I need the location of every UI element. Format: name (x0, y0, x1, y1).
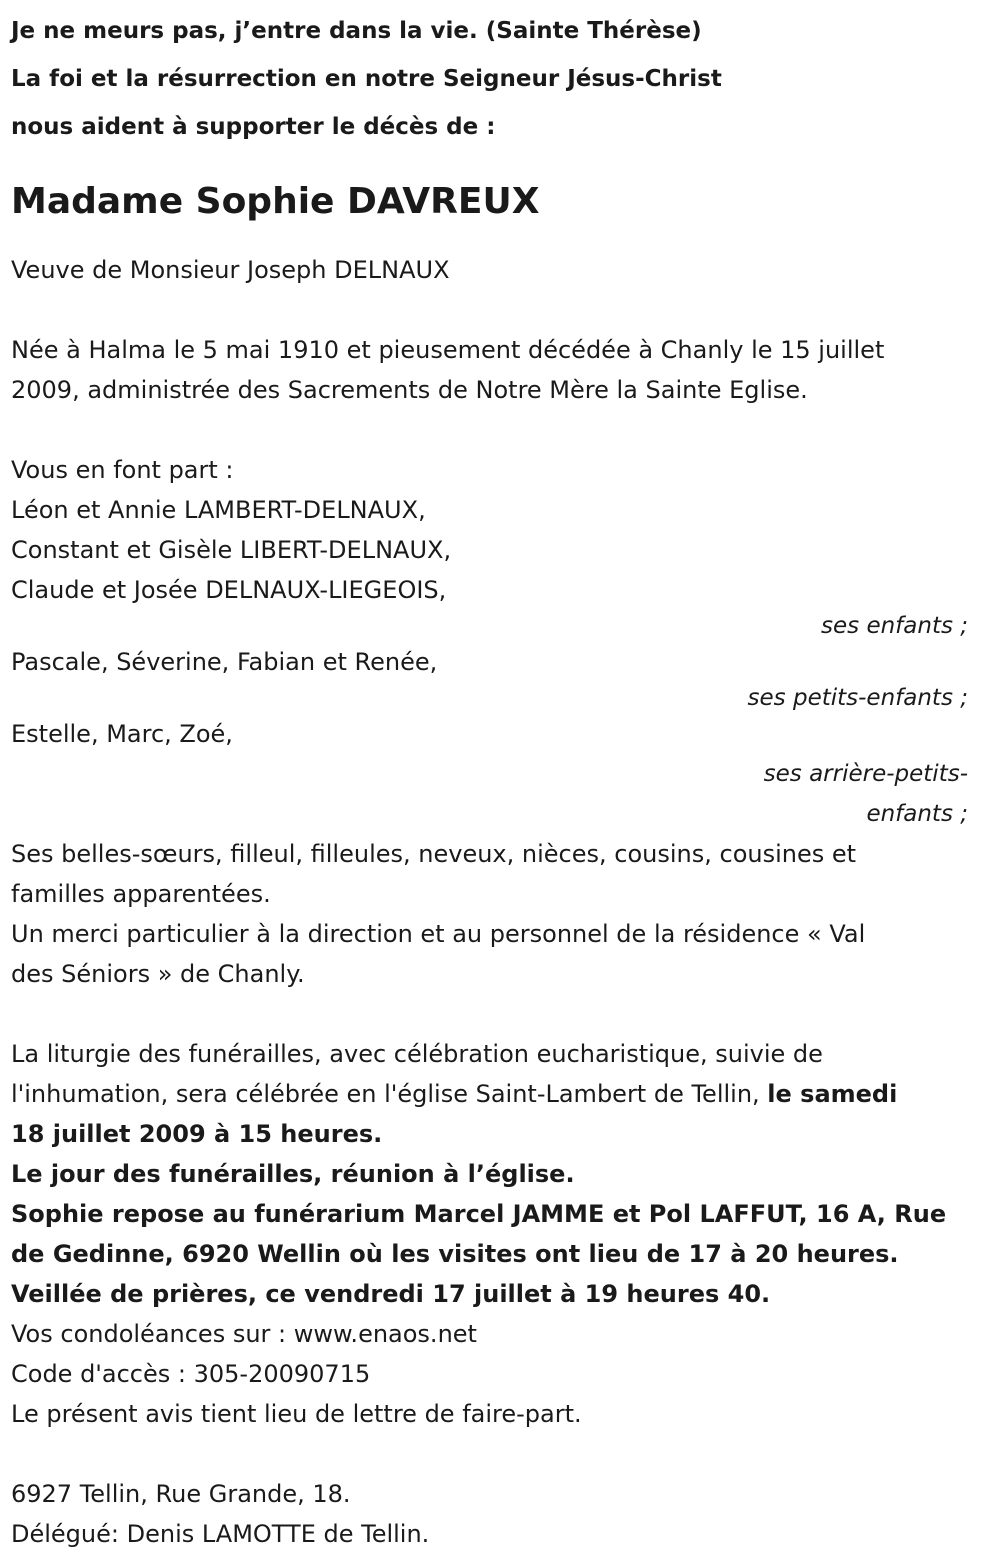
liturgy-line-2 (11, 1074, 980, 1114)
spacer (11, 290, 980, 330)
funeral-section (11, 1034, 980, 1434)
spacer (11, 1434, 980, 1474)
children-label: ses enfants ; (821, 613, 968, 639)
birth-death-line-2: 2009, administrée des Sacrements de Notre Mère la Sainte Eglise. (11, 376, 808, 404)
great-grandchildren-label-2: enfants ; (866, 801, 968, 827)
funeral-day: le samedi (767, 1080, 898, 1108)
family-address: 6927 Tellin, Rue Grande, 18. (11, 1480, 351, 1508)
funerarium-line-1: Sophie repose au funérarium Marcel JAMME et Pol LAFFUT, 16 A, Rue (11, 1200, 947, 1228)
spacer (11, 410, 980, 450)
access-code: Code d'accès : 305-20090715 (11, 1360, 371, 1388)
vigil-info: Veillée de prières, ce vendredi 17 juillet à 19 heures 40. (11, 1280, 771, 1308)
great-grandchildren: Estelle, Marc, Zoé, (11, 720, 233, 748)
intro-quote: Je ne meurs pas, j’entre dans la vie. (Sainte Thérèse) (11, 18, 702, 44)
intro-section (11, 6, 980, 152)
liturgy-text: l'inhumation, sera célébrée en l'église Saint-Lambert de Tellin, (11, 1080, 768, 1108)
grandchildren-label: ses petits-enfants ; (747, 685, 968, 711)
child-1: Léon et Annie LAMBERT-DELNAUX, (11, 496, 426, 524)
deceased-name: Madame Sophie DAVREUX (11, 181, 540, 222)
widow-of: Veuve de Monsieur Joseph DELNAUX (11, 256, 450, 284)
spacer (11, 994, 980, 1034)
child-2: Constant et Gisèle LIBERT-DELNAUX, (11, 536, 452, 564)
child-3: Claude et Josée DELNAUX-LIEGEOIS, (11, 576, 447, 604)
footer-section (11, 1474, 980, 1554)
condolences-info: Vos condoléances sur : www.enaos.net (11, 1320, 477, 1348)
birth-death-line-1: Née à Halma le 5 mai 1910 et pieusement décédée à Chanly le 15 juillet (11, 336, 885, 364)
intro-support: nous aident à supporter le décès de : (11, 114, 496, 140)
funerarium-line-2: de Gedinne, 6920 Wellin où les visites ont lieu de 17 à 20 heures. (11, 1240, 899, 1268)
intro-faith: La foi et la résurrection en notre Seigneur Jésus-Christ (11, 66, 722, 92)
meeting-info: Le jour des funérailles, réunion à l’église. (11, 1160, 575, 1188)
liturgy-line-1: La liturgie des funérailles, avec célébration eucharistique, suivie de (11, 1040, 823, 1068)
relatives-line-1: Ses belles-sœurs, filleul, filleules, neveux, nièces, cousins, cousines et (11, 840, 857, 868)
announce-label: Vous en font part : (11, 456, 234, 484)
funeral-date-time: 18 juillet 2009 à 15 heures. (11, 1120, 383, 1148)
thanks-line-2: des Séniors » de Chanly. (11, 960, 305, 988)
notice-text: Le présent avis tient lieu de lettre de faire-part. (11, 1400, 582, 1428)
great-grandchildren-label-1: ses arrière-petits- (763, 761, 968, 787)
grandchildren: Pascale, Séverine, Fabian et Renée, (11, 648, 438, 676)
thanks-line-1: Un merci particulier à la direction et au personnel de la résidence « Val (11, 920, 866, 948)
delegate-info: Délégué: Denis LAMOTTE de Tellin. (11, 1520, 430, 1548)
relatives-line-2: familles apparentées. (11, 880, 271, 908)
family-section (11, 450, 980, 994)
